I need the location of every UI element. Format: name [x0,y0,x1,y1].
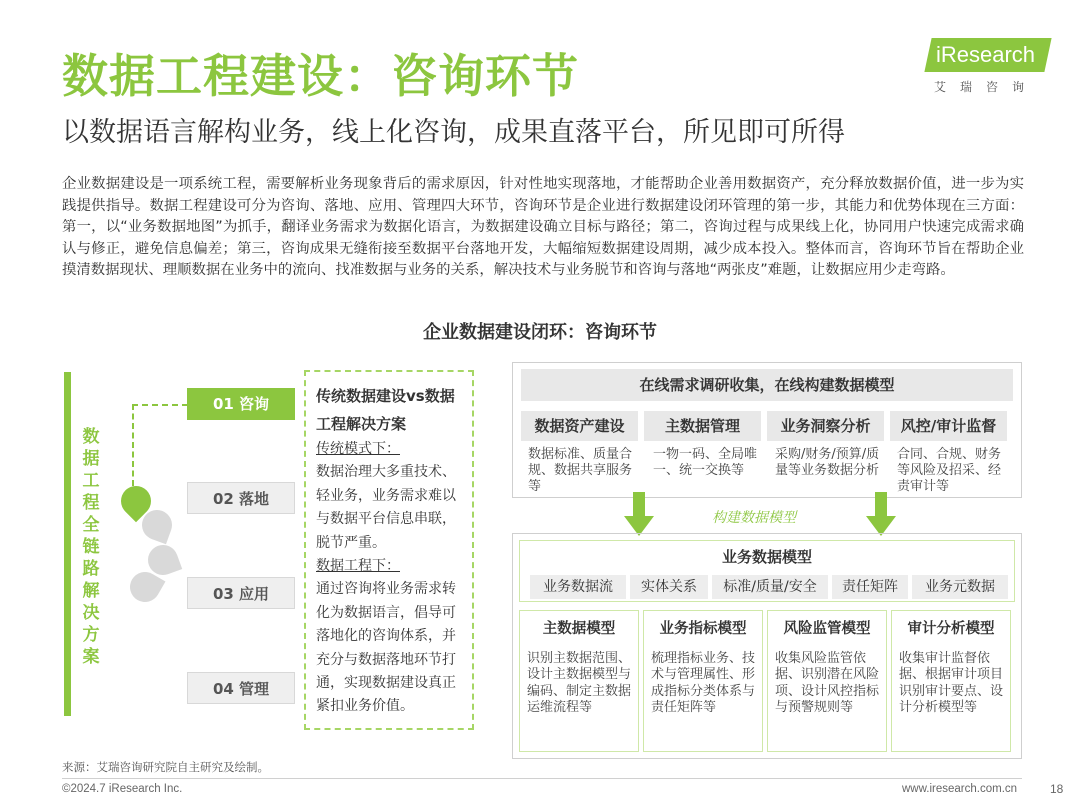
business-model-panel [512,533,1022,759]
traditional-text: 数据治理大多重技术、轻业务，业务需求难以与数据平台信息串联，脱节严重。 [316,464,456,551]
step-apply: 03 应用 [187,577,295,609]
online-col-text: 采购/财务/预算/质量等业务数据分析 [775,447,880,478]
model-chip: 业务数据流 [530,575,626,599]
model-card-title: 主数据模型 [542,621,616,637]
model-card [767,610,887,752]
dashed-connector-horizontal [132,404,188,406]
model-chip: 业务元数据 [912,575,1008,599]
copyright: ©2024.7 iResearch Inc. [62,783,183,795]
online-col-text: 数据标准、质量合规、数据共享服务等 [528,447,633,494]
model-card-text: 识别主数据范围、设计主数据模型与编码、制定主数据运维流程等 [527,651,632,716]
comparison-heading: 传统数据建设vs数据工程解决方案 [316,387,455,433]
page-number: 18 [1050,782,1064,796]
page-title: 数据工程建设：咨询环节 [62,49,579,103]
iresearch-logo [928,38,1050,96]
step-consult: 01 咨询 [187,388,295,420]
model-card [891,610,1011,752]
intro-paragraph: 企业数据建设是一项系统工程，需要解析业务现象背后的需求原因，针对性地实现落地，才能帮助企业善用数据资产，充分释放数据价值，进一步为实践提供指导。数据工程建设可分为咨询、落地、应用、管理四大环节，咨询环节是企业进行数据建设闭环管理的第一步，其能力和优势体现在三方面：第一，以“业务数据地图”为抓手，翻译业务需求为数据化语言，为数据建设确立目标与路径；第二，咨询过程与成果线上化，协同用户快速完成需求确认与修正，避免信息偏差；第三，咨询成果无缝衔接至数据平台落地开发，大幅缩短数据建设周期，减少成本投入。整体而言，咨询环节旨在帮助企业摸清数据现状、理顺数据在业务中的流向、找准数据与业务的关系，解决技术与业务脱节和咨询与落地“两张皮”难题，让数据应用少走弯路。 [62,176,1024,279]
online-col-title: 风控/审计监督 [890,411,1007,441]
business-model-inner [519,540,1015,602]
online-collection-header: 在线需求调研收集，在线构建数据模型 [521,369,1013,401]
model-chip: 标准/质量/安全 [712,575,828,599]
step-manage: 04 管理 [187,672,295,704]
online-collection-panel [512,362,1022,498]
model-card-text: 梳理指标业务、技术与管理属性、形成指标分类体系与责任矩阵等 [651,651,756,716]
website-link[interactable]: www.iresearch.com.cn [902,783,1018,795]
down-arrow-icon [624,492,654,536]
step-implement: 02 落地 [187,482,295,514]
online-col-title: 数据资产建设 [521,411,638,441]
section-title: 企业数据建设闭环：咨询环节 [423,322,657,343]
online-col-title: 主数据管理 [644,411,761,441]
model-card [643,610,763,752]
online-col-title: 业务洞察分析 [767,411,884,441]
footer-divider [62,778,1022,779]
model-card-title: 业务指标模型 [659,621,747,637]
engineering-label: 数据工程下： [316,558,400,575]
dashed-connector-vertical [132,404,134,486]
vertical-label: 数据工程全链路解决方案 [82,427,100,667]
build-model-label: 构建数据模型 [712,510,796,526]
down-arrow-icon [866,492,896,536]
logo-text: iResearch [936,42,1036,67]
model-chip: 实体关系 [630,575,708,599]
online-col-text: 合同、合规、财务等风险及招采、经责审计等 [897,447,1002,494]
comparison-box [304,370,474,730]
engineering-text: 通过咨询将业务需求转化为数据语言，倡导可落地化的咨询体系，并充分与数据落地环节打通，实现数据建设真正紧扣业务价值。 [316,581,456,715]
online-col-text: 一物一码、全局唯一、统一交换等 [653,447,758,478]
source-note: 来源：艾瑞咨询研究院自主研究及绘制。 [62,760,269,774]
model-card-text: 收集风险监管依据、识别潜在风险项、设计风控指标与预警规则等 [775,651,880,716]
left-accent-bar [64,372,71,716]
model-card-title: 风险监管模型 [783,621,871,637]
logo-subtext: 艾瑞咨询 [934,80,1039,94]
model-card-text: 收集审计监督依据、根据审计项目识别审计要点、设计分析模型等 [899,651,1004,716]
model-card [519,610,639,752]
model-card-title: 审计分析模型 [907,621,995,637]
page-subtitle: 以数据语言解构业务，线上化咨询，成果直落平台，所见即可所得 [62,117,845,148]
business-model-header: 业务数据模型 [721,548,812,566]
model-chip: 责任矩阵 [832,575,908,599]
traditional-label: 传统模式下： [316,441,400,457]
